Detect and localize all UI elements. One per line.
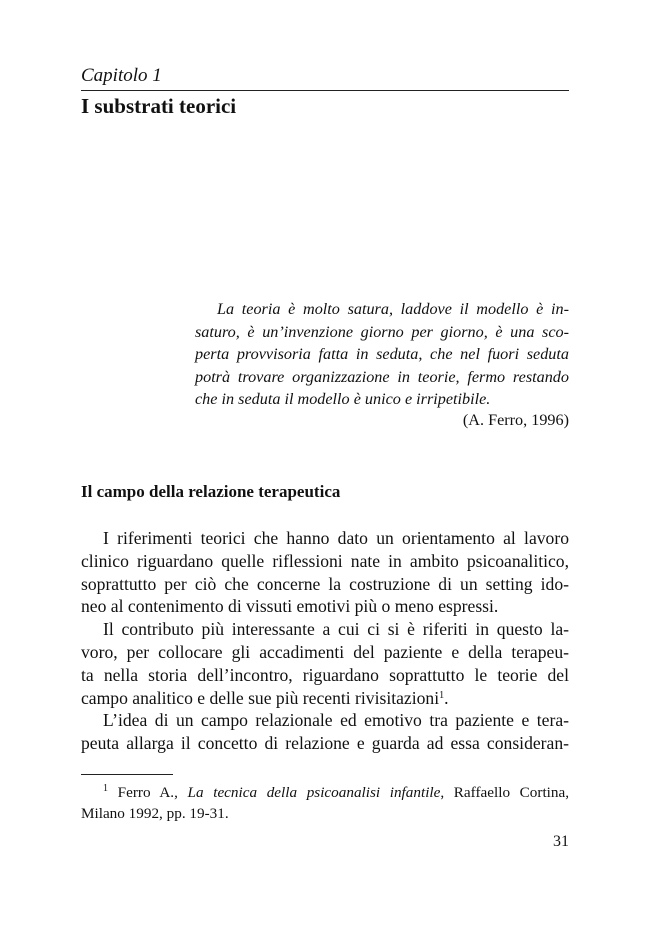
- footnote: [81, 782, 569, 824]
- book-page: [81, 0, 569, 928]
- footnote-line: Milano 1992, pp. 19-31.: [81, 805, 229, 822]
- body-line: I riferimenti teorici che hanno dato un orientamento al lavoro: [103, 528, 569, 548]
- epigraph-line: La teoria è molto satura, laddove il modello è in-: [217, 300, 569, 318]
- chapter-divider: [81, 90, 569, 91]
- epigraph-source: (A. Ferro, 1996): [462, 411, 569, 429]
- epigraph: [195, 298, 569, 411]
- body-text: [81, 527, 569, 755]
- body-line: Il contributo più interessante a cui ci si è riferiti in questo la-: [103, 619, 569, 640]
- epigraph-line: saturo, è un’invenzione giorno per giorno, è una sco-: [195, 322, 569, 341]
- body-line: L’idea di un campo relazionale ed emotivo tra paziente e tera-: [103, 710, 569, 731]
- body-line: soprattutto per ciò che concerne la costruzione di un setting ido-: [81, 573, 569, 594]
- epigraph-line: potrà trovare organizzazione in teorie, fermo restando: [195, 367, 569, 386]
- footnote-reference[interactable]: 1: [439, 689, 445, 701]
- chapter-label: Capitolo 1: [81, 65, 162, 86]
- section-heading: Il campo della relazione terapeutica: [81, 482, 341, 501]
- footnote-author: Ferro A.,: [117, 784, 178, 801]
- body-line: ta nella storia dell’incontro, riguardano soprattutto le teorie del: [81, 664, 569, 685]
- footnote-divider: [81, 774, 173, 775]
- body-line: neo al contenimento di vissuti emotivi più o meno espressi.: [81, 596, 499, 617]
- footnote-number: 1: [103, 783, 108, 794]
- body-line-with-footnote: [81, 687, 569, 710]
- body-line-text: campo analitico e delle sue più recenti rivisitazioni: [81, 687, 440, 708]
- footnote-publisher: , Raffaello Cortina,: [440, 784, 570, 801]
- epigraph-line: che in seduta il modello è unico e irripetibile.: [195, 390, 491, 408]
- sentence-period: .: [444, 687, 449, 708]
- chapter-title: I substrati teorici: [81, 94, 237, 118]
- epigraph-line: perta provvisoria fatta in seduta, che nel fuori seduta: [195, 345, 569, 363]
- footnote-line: [81, 782, 569, 803]
- body-line: peuta allarga il concetto di relazione e guarda ad essa consideran-: [81, 733, 569, 754]
- body-line: clinico riguardano quelle riflessioni nate in ambito psicoanalitico,: [81, 550, 569, 571]
- page-number: 31: [553, 833, 569, 850]
- body-line: voro, per collocare gli accadimenti del paziente e della terapeu-: [81, 641, 569, 662]
- footnote-title: La tecnica della psicoanalisi infantile: [187, 784, 441, 801]
